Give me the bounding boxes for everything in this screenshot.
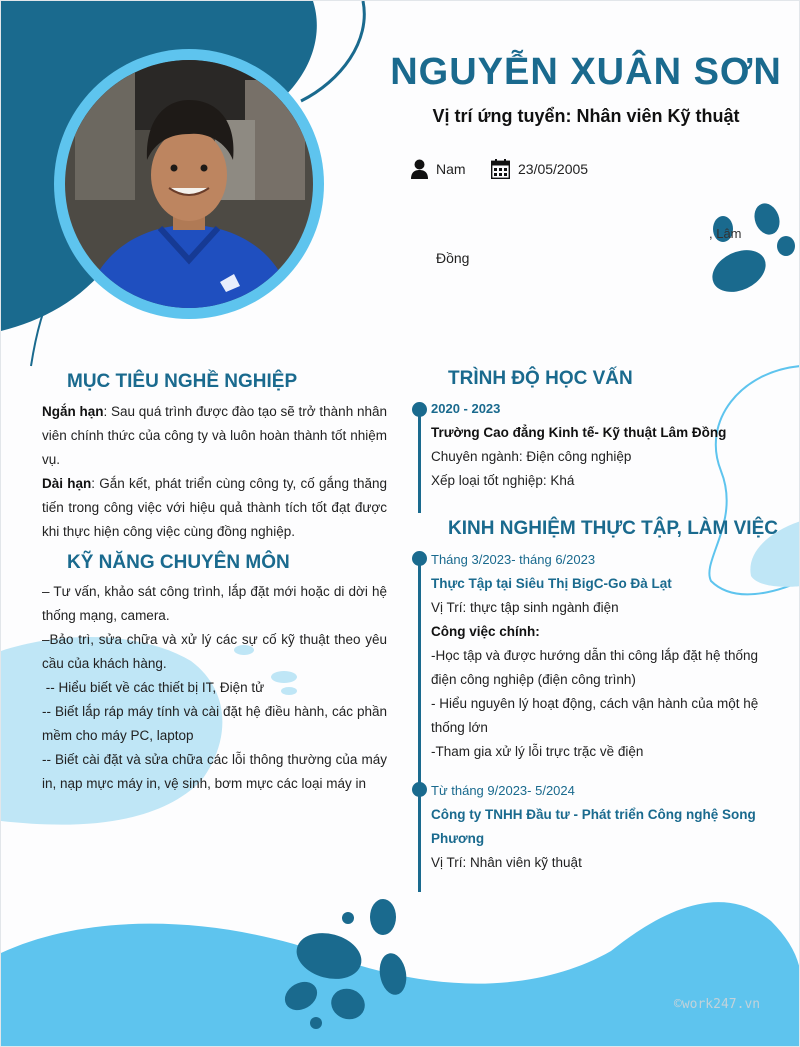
education-school: Trường Cao đẳng Kinh tế- Kỹ thuật Lâm Đồng [431,425,727,440]
objective-title: MỤC TIÊU NGHỀ NGHIỆP [67,371,298,392]
education-period: 2020 - 2023 [431,401,501,416]
short-term-label: Ngắn hạn [42,404,104,419]
job-duty: -Tham gia xử lý lỗi trực trặc về điện [431,744,644,759]
experience-entry-1 [431,548,776,764]
education-timeline [418,405,421,513]
education-title: TRÌNH ĐỘ HỌC VẤN [448,368,633,389]
objective-body [42,400,387,544]
job-company: Thực Tập tại Siêu Thị BigC-Go Đà Lạt [431,576,672,591]
skills-list [42,580,387,796]
experience-entry-2 [431,779,776,875]
job-duty: - Hiểu nguyên lý hoạt động, cách vận hành của một hệ thống lớn [431,696,759,735]
applied-position: Vị trí ứng tuyển: Nhân viên Kỹ thuật [432,106,740,126]
job-period: Tháng 3/2023- tháng 6/2023 [431,552,596,567]
timeline-dot [412,551,427,566]
job-role: Vị Trí: Nhân viên kỹ thuật [431,855,582,870]
dob-info [491,159,588,179]
profile-photo [65,60,313,308]
skill-item: – Tư vấn, khảo sát công trình, lắp đặt mới hoặc di dời hệ thống mạng, camera. [42,584,387,623]
experience-timeline [418,554,421,892]
skills-title: KỸ NĂNG CHUYÊN MÔN [67,552,290,573]
calendar-icon [491,159,510,179]
job-duties-label: Công việc chính: [431,624,540,639]
address-line-1: , Lâm [709,226,742,241]
job-duty: -Học tập và được hướng dẫn thi công lắp đặt hệ thống điện công nghiệp (điện công trình) [431,648,758,687]
education-grade: Xếp loại tốt nghiệp: Khá [431,473,575,488]
address-line-2: Đồng [436,250,470,266]
job-role: Vị Trí: thực tập sinh ngành điện [431,600,619,615]
education-major: Chuyên ngành: Điện công nghiệp [431,449,632,464]
job-period: Từ tháng 9/2023- 5/2024 [431,783,575,798]
long-term-text: : Gắn kết, phát triển cùng công ty, cố gắng thăng tiến trong công việc với hiệu quả thành tích tốt đạt được khi thực hiện công việc cùng đồng nghiệp. [42,476,387,539]
skill-item: –Bảo trì, sửa chữa và xử lý các sự cố kỹ thuật theo yêu cầu của khách hàng. [42,632,387,671]
timeline-dot [412,782,427,797]
objective-short-term [42,400,387,472]
user-icon [411,159,428,179]
job-company: Công ty TNHH Đầu tư - Phát triển Công nghệ Song Phương [431,807,756,846]
long-term-label: Dài hạn [42,476,92,491]
skill-item: -- Hiểu biết về các thiết bị IT, Điện tử [42,680,265,695]
dob-text: 23/05/2005 [518,161,589,177]
skill-item: -- Biết lắp ráp máy tính và cài đặt hệ điều hành, các phần mềm cho máy PC, laptop [42,704,387,743]
gender-info [411,159,466,179]
short-term-text: : Sau quá trình được đào tạo sẽ trở thành nhân viên chính thức của công ty và luôn hoàn thành tốt nhiệm vụ. [42,404,387,467]
objective-long-term [42,472,387,544]
gender-text: Nam [436,161,466,177]
experience-title: KINH NGHIỆM THỰC TẬP, LÀM VIỆC [448,518,778,539]
watermark: ©work247.vn [674,997,761,1012]
timeline-dot [412,402,427,417]
candidate-name: NGUYỄN XUÂN SƠN [390,51,782,93]
education-entry [431,397,726,493]
skill-item: -- Biết cài đặt và sửa chữa các lỗi thông thường của máy in, nạp mực máy in, vệ sinh, bơm mực các loại máy in [42,752,387,791]
